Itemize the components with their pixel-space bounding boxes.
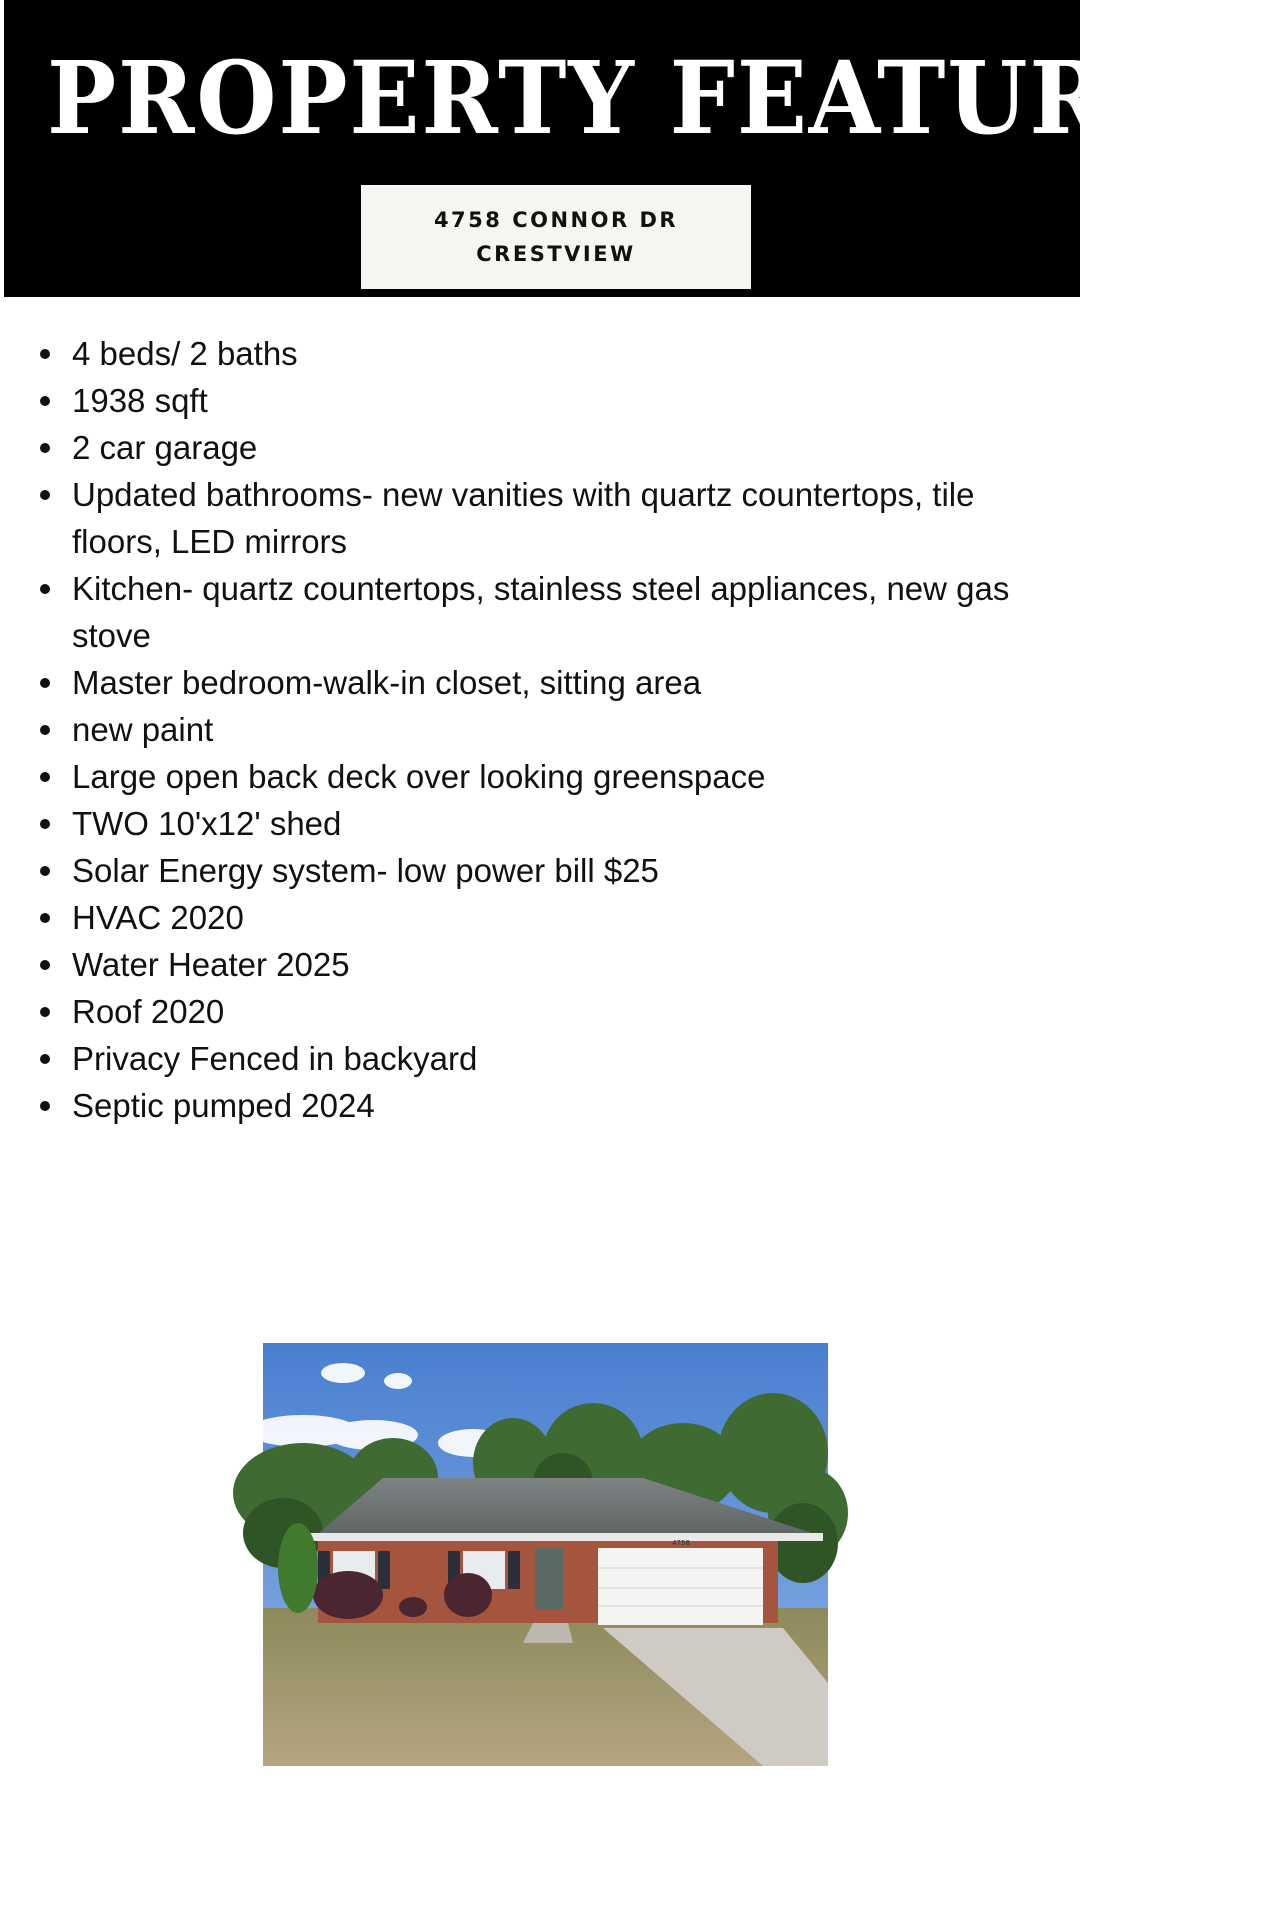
bullet-icon bbox=[40, 1054, 50, 1064]
feature-text: Roof 2020 bbox=[72, 993, 225, 1030]
feature-text: TWO 10'x12' shed bbox=[72, 805, 342, 842]
bullet-icon bbox=[40, 1101, 50, 1111]
bullet-icon bbox=[40, 819, 50, 829]
address-box bbox=[361, 185, 751, 289]
feature-text: HVAC 2020 bbox=[72, 899, 244, 936]
feature-text: Kitchen- quartz countertops, stainless steel appliances, new gas stove bbox=[72, 570, 1010, 654]
list-item bbox=[36, 377, 1066, 424]
list-item bbox=[36, 706, 1066, 753]
address-city: CRESTVIEW bbox=[476, 242, 636, 266]
page-title: PROPERTY FEATURES: bbox=[47, 39, 1284, 157]
feature-text: Water Heater 2025 bbox=[72, 946, 350, 983]
bullet-icon bbox=[40, 349, 50, 359]
list-item bbox=[36, 1082, 1066, 1129]
garage-door bbox=[598, 1548, 763, 1625]
bullet-icon bbox=[40, 960, 50, 970]
list-item bbox=[36, 1035, 1066, 1082]
bullet-icon bbox=[40, 866, 50, 876]
feature-text: 4 beds/ 2 baths bbox=[72, 335, 298, 372]
list-item bbox=[36, 330, 1066, 377]
bullet-icon bbox=[40, 772, 50, 782]
feature-text: Updated bathrooms- new vanities with quartz countertops, tile floors, LED mirrors bbox=[72, 476, 975, 560]
list-item bbox=[36, 659, 1066, 706]
feature-text: Large open back deck over looking greenspace bbox=[72, 758, 766, 795]
list-item bbox=[36, 941, 1066, 988]
bullet-icon bbox=[40, 1007, 50, 1017]
house-photo-illustration bbox=[263, 1343, 828, 1766]
list-item bbox=[36, 894, 1066, 941]
bullet-icon bbox=[40, 913, 50, 923]
bullet-icon bbox=[40, 490, 50, 500]
front-door bbox=[535, 1548, 563, 1610]
feature-list bbox=[36, 330, 1066, 1129]
list-item bbox=[36, 565, 1066, 659]
list-item bbox=[36, 471, 1066, 565]
list-item bbox=[36, 800, 1066, 847]
gutter bbox=[308, 1533, 823, 1541]
list-item bbox=[36, 424, 1066, 471]
address-street: 4758 CONNOR DR bbox=[433, 208, 679, 232]
house-photo bbox=[263, 1343, 828, 1766]
list-item bbox=[36, 847, 1066, 894]
bullet-icon bbox=[40, 443, 50, 453]
list-item bbox=[36, 988, 1066, 1035]
bullet-icon bbox=[40, 396, 50, 406]
feature-text: new paint bbox=[72, 711, 214, 748]
header-banner bbox=[4, 0, 1284, 297]
list-item bbox=[36, 753, 1066, 800]
bullet-icon bbox=[40, 725, 50, 735]
feature-text: Solar Energy system- low power bill $25 bbox=[72, 852, 659, 889]
feature-text: 2 car garage bbox=[72, 429, 258, 466]
feature-text: Master bedroom-walk-in closet, sitting area bbox=[72, 664, 702, 701]
bullet-icon bbox=[40, 584, 50, 594]
feature-text: Privacy Fenced in backyard bbox=[72, 1040, 478, 1077]
bullet-icon bbox=[40, 678, 50, 688]
feature-text: 1938 sqft bbox=[72, 382, 208, 419]
feature-text: Septic pumped 2024 bbox=[72, 1087, 375, 1124]
house-number: 4758 bbox=[672, 1539, 690, 1547]
